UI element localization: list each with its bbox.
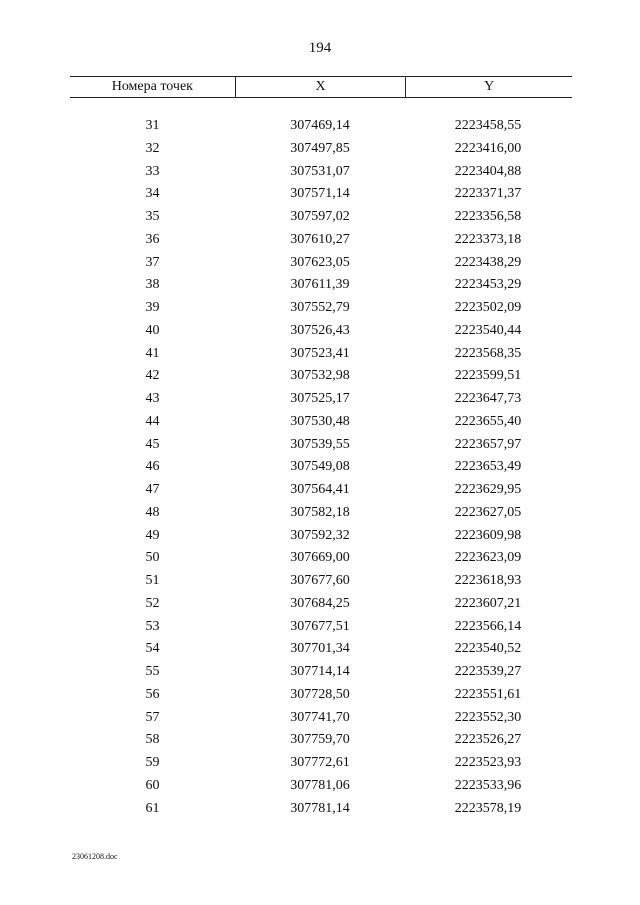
point-number-cell: 50	[145, 550, 160, 566]
y-coordinate-cell: 2223502,09	[454, 300, 522, 315]
table-row	[70, 547, 572, 570]
table-row	[70, 343, 572, 366]
x-coordinate-cell: 307684,25	[290, 595, 350, 611]
table-row	[70, 252, 572, 275]
x-coordinate-cell: 307592,32	[290, 527, 350, 543]
table-row	[70, 684, 572, 707]
point-number-cell: 44	[145, 413, 160, 429]
column-header-point-numbers: Номера точек	[111, 79, 193, 94]
x-coordinate-cell: 307564,41	[290, 482, 350, 497]
y-coordinate-cell: 2223540,44	[454, 322, 522, 338]
point-number-cell: 35	[145, 209, 160, 224]
y-coordinate-cell: 2223657,97	[454, 436, 522, 452]
table-row	[70, 138, 572, 161]
document-filename: 23061208.doc	[72, 852, 118, 861]
point-number-cell: 52	[145, 595, 160, 611]
x-coordinate-cell: 307611,39	[290, 277, 350, 293]
point-number-cell: 37	[145, 254, 160, 270]
point-number-cell: 58	[145, 732, 160, 748]
x-coordinate-cell: 307623,05	[290, 254, 350, 270]
x-coordinate-cell: 307530,48	[290, 413, 350, 429]
table-row	[70, 274, 572, 297]
y-coordinate-cell: 2223371,37	[454, 186, 522, 202]
point-number-cell: 56	[145, 686, 160, 702]
x-coordinate-cell: 307677,60	[290, 573, 350, 588]
x-coordinate-cell: 307781,14	[290, 800, 350, 816]
point-number-cell: 49	[145, 527, 160, 543]
point-number-cell: 34	[145, 186, 160, 202]
x-coordinate-cell: 307741,70	[290, 709, 350, 725]
y-coordinate-cell: 2223647,73	[454, 391, 522, 406]
table-row	[70, 297, 572, 320]
point-number-cell: 40	[145, 322, 160, 338]
x-coordinate-cell: 307677,51	[290, 618, 350, 634]
table-row	[70, 388, 572, 411]
y-coordinate-cell: 2223578,19	[454, 800, 522, 816]
point-number-cell: 38	[145, 277, 160, 293]
point-number-cell: 59	[145, 755, 160, 770]
point-number-cell: 45	[145, 436, 160, 452]
point-number-cell: 41	[145, 345, 160, 361]
y-coordinate-cell: 2223599,51	[454, 368, 522, 384]
x-coordinate-cell: 307523,41	[290, 345, 350, 361]
table-row	[70, 616, 572, 639]
point-number-cell: 39	[145, 300, 160, 315]
x-coordinate-cell: 307772,61	[290, 755, 350, 770]
point-number-cell: 32	[145, 140, 160, 156]
x-coordinate-cell: 307669,00	[290, 550, 350, 566]
table-row	[70, 570, 572, 593]
table-row	[70, 229, 572, 252]
table-row	[70, 502, 572, 525]
y-coordinate-cell: 2223526,27	[454, 732, 522, 748]
y-coordinate-cell: 2223653,49	[454, 459, 522, 475]
x-coordinate-cell: 307781,06	[290, 777, 350, 793]
table-row	[70, 593, 572, 616]
y-coordinate-cell: 2223373,18	[454, 231, 522, 247]
y-coordinate-cell: 2223629,95	[454, 482, 522, 497]
y-coordinate-cell: 2223540,52	[454, 641, 522, 657]
y-coordinate-cell: 2223404,88	[454, 163, 522, 179]
y-coordinate-cell: 2223539,27	[454, 664, 522, 679]
table-row	[70, 661, 572, 684]
table-row	[70, 525, 572, 548]
table-row	[70, 456, 572, 479]
x-coordinate-cell: 307525,17	[290, 391, 350, 406]
point-number-cell: 61	[145, 800, 160, 816]
point-number-cell: 55	[145, 664, 160, 679]
x-coordinate-cell: 307571,14	[290, 186, 350, 202]
table-row	[70, 638, 572, 661]
table-header	[70, 76, 572, 98]
y-coordinate-cell: 2223609,98	[454, 527, 522, 543]
y-coordinate-cell: 2223523,93	[454, 755, 522, 770]
x-coordinate-cell: 307610,27	[290, 231, 350, 247]
table-row	[70, 365, 572, 388]
point-number-cell: 51	[145, 573, 160, 588]
table-row	[70, 775, 572, 798]
y-coordinate-cell: 2223655,40	[454, 413, 522, 429]
point-number-cell: 57	[145, 709, 160, 725]
x-coordinate-cell: 307714,14	[290, 664, 350, 679]
table-row	[70, 707, 572, 730]
x-coordinate-cell: 307532,98	[290, 368, 350, 384]
y-coordinate-cell: 2223458,55	[454, 118, 522, 133]
x-coordinate-cell: 307728,50	[290, 686, 350, 702]
y-coordinate-cell: 2223416,00	[454, 140, 522, 156]
x-coordinate-cell: 307597,02	[290, 209, 350, 224]
x-coordinate-cell: 307552,79	[290, 300, 350, 315]
table-row	[70, 479, 572, 502]
table-row	[70, 729, 572, 752]
y-coordinate-cell: 2223627,05	[454, 504, 522, 520]
y-coordinate-cell: 2223551,61	[454, 686, 522, 702]
y-coordinate-cell: 2223618,93	[454, 573, 522, 588]
x-coordinate-cell: 307582,18	[290, 504, 350, 520]
point-number-cell: 48	[145, 504, 160, 520]
y-coordinate-cell: 2223552,30	[454, 709, 522, 725]
table-row	[70, 798, 572, 821]
table-row	[70, 411, 572, 434]
y-coordinate-cell: 2223438,29	[454, 254, 522, 270]
y-coordinate-cell: 2223623,09	[454, 550, 522, 566]
y-coordinate-cell: 2223607,21	[454, 595, 522, 611]
point-number-cell: 47	[145, 482, 160, 497]
table-row	[70, 115, 572, 138]
x-coordinate-cell: 307549,08	[290, 459, 350, 475]
y-coordinate-cell: 2223356,58	[454, 209, 522, 224]
coordinates-table-body	[70, 115, 572, 820]
point-number-cell: 43	[145, 391, 160, 406]
x-coordinate-cell: 307526,43	[290, 322, 350, 338]
column-header-y: Y	[405, 77, 572, 97]
table-row	[70, 206, 572, 229]
x-coordinate-cell: 307497,85	[290, 140, 350, 156]
point-number-cell: 36	[145, 231, 160, 247]
table-row	[70, 434, 572, 457]
page-number: 194	[308, 40, 332, 56]
column-header-x: X	[235, 77, 406, 97]
x-coordinate-cell: 307531,07	[290, 163, 350, 179]
table-row	[70, 161, 572, 184]
table-row	[70, 320, 572, 343]
x-coordinate-cell: 307759,70	[290, 732, 350, 748]
y-coordinate-cell: 2223568,35	[454, 345, 522, 361]
y-coordinate-cell: 2223533,96	[454, 777, 522, 793]
point-number-cell: 53	[145, 618, 160, 634]
x-coordinate-cell: 307539,55	[290, 436, 350, 452]
table-row	[70, 752, 572, 775]
point-number-cell: 54	[145, 641, 160, 657]
point-number-cell: 33	[145, 163, 160, 179]
table-row	[70, 183, 572, 206]
y-coordinate-cell: 2223453,29	[454, 277, 522, 293]
point-number-cell: 42	[145, 368, 160, 384]
y-coordinate-cell: 2223566,14	[454, 618, 522, 634]
point-number-cell: 46	[145, 459, 160, 475]
point-number-cell: 60	[145, 777, 160, 793]
point-number-cell: 31	[145, 118, 160, 133]
x-coordinate-cell: 307469,14	[290, 118, 350, 133]
x-coordinate-cell: 307701,34	[290, 641, 350, 657]
